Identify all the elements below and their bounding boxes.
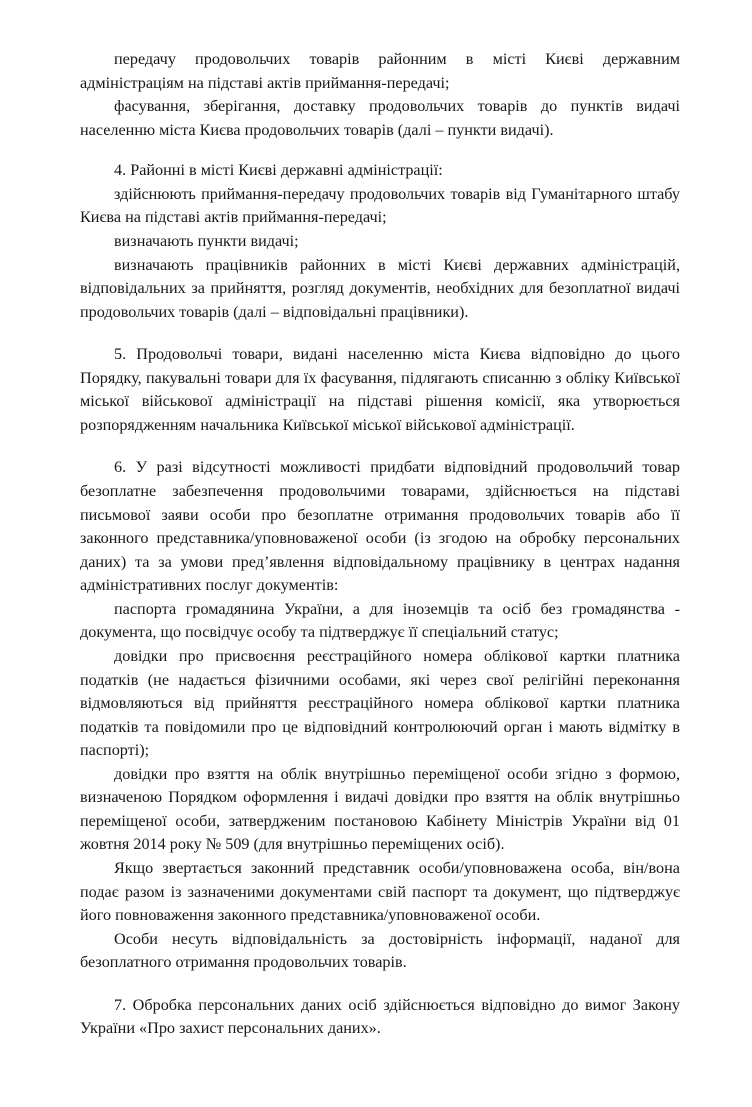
paragraph-item-4-b: визначають пункти видачі; [114, 231, 299, 250]
paragraph-item-6-a: паспорта громадянина України, а для іноземців та осіб без громадянства - документа, що посвідчує особу та підтверджує її спеціальний статус; [80, 599, 680, 642]
paragraph-item-6: 6. У разі відсутності можливості придбати відповідний продовольчий товар безоплатне забезпечення продовольчими товарами, здійснюється на підставі письмової заяви особи про безоплатне отримання продовольчих товарів або її законного представника/уповноваженої особи (із згодою на обробку персональних даних) та за умови пред’явлення відповідальному працівнику в центрах надання адміністративних послуг документів: [80, 458, 680, 595]
paragraph-packing-storage: фасування, зберігання, доставку продовольчих товарів до пунктів видачі населенню міста Києва продовольчих товарів (далі – пункти видачі). [80, 97, 680, 139]
paragraph-item-4-heading: 4. Районні в місті Києві державні адміністрації: [114, 161, 443, 180]
paragraph-item-6-d: Якщо звертається законний представник особи/уповноважена особа, він/вона подає разом із зазначеними документами свій паспорт та документ, що підтверджує його повноваження законного представника/уповноваженої особи. [80, 859, 680, 925]
paragraph-item-7: 7. Обробка персональних даних осіб здійснюється відповідно до вимог Закону України «Про захист персональних даних». [80, 995, 680, 1038]
paragraph-item-4-a: здійснюють приймання-передачу продовольчих товарів від Гуманітарного штабу Києва на підставі актів приймання-передачі; [80, 184, 680, 227]
paragraph-item-5: 5. Продовольчі товари, видані населенню міста Києва відповідно до цього Порядку, пакувальні товари для їх фасування, підлягають списанню з обліку Київської міської військової адміністрації на підставі рішення комісії, яка утворюється розпорядженням начальника Київської міської військової адміністрації. [80, 345, 680, 434]
document-body [80, 48, 680, 1041]
paragraph-item-6-e: Особи несуть відповідальність за достовірність інформації, наданої для безоплатного отримання продовольчих товарів. [80, 929, 680, 972]
paragraph-item-4-c: визначають працівників районних в місті Києві державних адміністрацій, відповідальних за прийняття, розгляд документів, необхідних для безоплатної видачі продовольчих товарів (далі – відповідальні працівники). [80, 255, 680, 321]
paragraph-item-6-b: довідки про присвоєння реєстраційного номера облікової картки платника податків (не надається фізичними особами, які через свої релігійні переконання відмовляються від прийняття реєстраційного номера облікової картки платника податків та повідомили про це відповідний контролюючий орган і мають відмітку в паспорті); [80, 646, 680, 760]
paragraph-item-6-c: довідки про взяття на облік внутрішньо переміщеної особи згідно з формою, визначеною Порядком оформлення і видачі довідки про взяття на облік внутрішньо переміщеної особи, затвердженим постановою Кабінету Міністрів України від 01 жовтня 2014 року № 509 (для внутрішньо переміщених осіб). [80, 764, 680, 854]
paragraph-transfer-food: передачу продовольчих товарів районним в місті Києві державним адміністраціям на підставі актів приймання-передачі; [80, 50, 680, 92]
